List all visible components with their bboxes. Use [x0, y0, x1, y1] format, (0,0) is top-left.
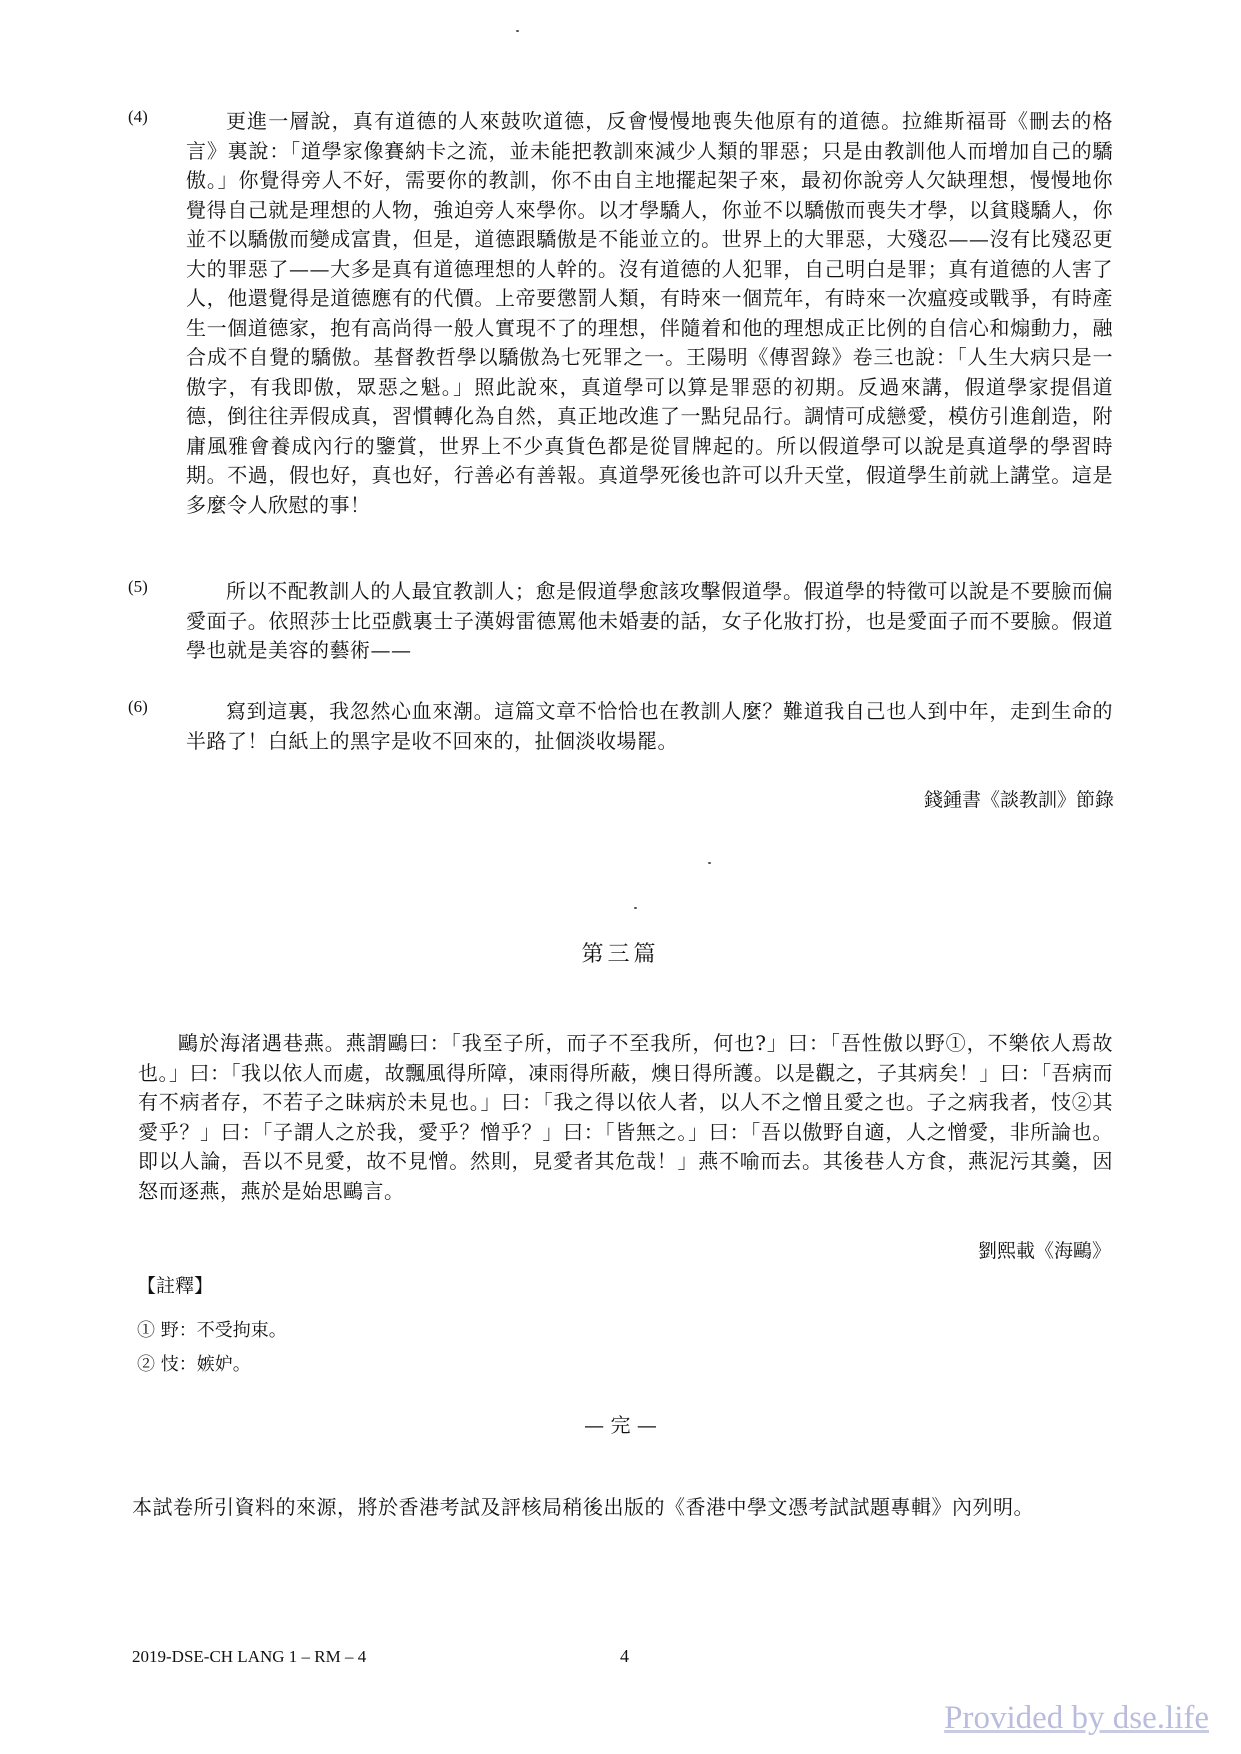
end-mark: — 完 —	[584, 1413, 657, 1437]
scan-speck	[634, 907, 637, 909]
note-item: ② 忮：嫉妒。	[137, 1354, 251, 1375]
paragraph-number: (4)	[128, 107, 148, 126]
paragraph-text: 更進一層說，真有道德的人來鼓吹道德，反會慢慢地喪失他原有的道德。拉維斯福哥《刪去的格言》裏說：「道學家像賽納卡之流，並未能把教訓來減少人類的罪惡；只是由教訓他人而增加自己的驕傲。」你覺得旁人不好，需要你的教訓，你不由自主地擺起架子來，最初你說旁人欠缺理想，慢慢地你覺得自己就是理想的人物，強迫旁人來學你。以才學驕人，你並不以驕傲而喪失才學，以貧賤驕人，你並不以驕傲而變成富貴，但是，道德跟驕傲是不能並立的。世界上的大罪惡，大殘忍——沒有比殘忍更大的罪惡了——大多是真有道德理想的人幹的。沒有道德的人犯罪，自己明白是罪；真有道德的人害了人，他還覺得是道德應有的代價。上帝要懲罰人類，有時來一個荒年，有時來一次瘟疫或戰爭，有時產生一個道德家，抱有高尚得一般人實現不了的理想，伴隨着和他的理想成正比例的自信心和煽動力，融合成不自覺的驕傲。基督教哲學以驕傲為七死罪之一。王陽明《傳習錄》卷三也說：「人生大病只是一傲字，有我即傲，眾惡之魁。」照此說來，真道學可以算是罪惡的初期。反過來講，假道學家提倡道德，倒往往弄假成真，習慣轉化為自然，真正地改進了一點兒品行。調情可成戀愛，模仿引進創造，附庸風雅會養成內行的鑒賞，世界上不少真貨色都是從冒牌起的。所以假道學可以說是真道學的學習時期。不過，假也好，真也好，行善必有善報。真道學死後也許可以升天堂，假道學生前就上講堂。這是多麼令人欣慰的事！	[186, 109, 1113, 517]
paragraph-number: (6)	[128, 697, 148, 716]
scan-speck	[516, 30, 519, 32]
note-item: ① 野：不受拘束。	[137, 1320, 287, 1341]
classical-text: 鷗於海渚遇巷燕。燕謂鷗曰：「我至子所，而子不至我所，何也?」曰：「吾性傲以野①，不樂依人焉故也。」曰：「我以依人而處，故飄風得所障，凍雨得所蔽，燠日得所護。以是觀之，子其病矣！」曰：「吾病而有不病者存，不若子之昧病於未見也。」曰：「我之得以依人者，以人不之憎且愛之也。子之病我者，忮②其愛乎？」曰：「子謂人之於我，愛乎？憎乎？」曰：「皆無之。」曰：「吾以傲野自適，人之憎愛，非所論也。即以人論，吾以不見愛，故不見憎。然則，見愛者其危哉！」燕不喻而去。其後巷人方食，燕泥污其羹，因怒而逐燕，燕於是始思鷗言。	[138, 1031, 1113, 1203]
passage-two-source: 錢鍾書《談教訓》節錄	[923, 789, 1114, 811]
notes-heading: 【註釋】	[137, 1275, 214, 1297]
paragraph-number: (5)	[128, 577, 148, 596]
paragraph-5	[128, 577, 1113, 666]
page-number: 4	[620, 1646, 629, 1666]
paper-code: 2019-DSE-CH LANG 1 – RM – 4	[132, 1647, 367, 1666]
paragraph-6	[128, 697, 1113, 756]
classical-passage	[138, 1029, 1113, 1206]
paragraph-text: 寫到這裏，我忽然心血來潮。這篇文章不恰恰也在教訓人麼？難道我自己也人到中年，走到生命的半路了！白紙上的黑字是收不回來的，扯個淡收場罷。	[186, 699, 1113, 753]
paragraph-4	[128, 107, 1113, 520]
section-title: 第三篇	[581, 942, 660, 967]
watermark-link[interactable]: Provided by dse.life	[944, 1700, 1209, 1736]
scan-speck	[708, 862, 711, 864]
passage-three-source: 劉熙載《海鷗》	[977, 1240, 1111, 1262]
paragraph-text: 所以不配教訓人的人最宜教訓人；愈是假道學愈該攻擊假道學。假道學的特徵可以說是不要臉而偏愛面子。依照莎士比亞戲裏士子漢姆雷德罵他未婚妻的話，女子化妝打扮，也是愛面子而不要臉。假道學也就是美容的藝術——	[186, 579, 1113, 662]
source-disclaimer: 本試卷所引資料的來源，將於香港考試及評核局稍後出版的《香港中學文憑考試試題專輯》內列明。	[132, 1495, 1034, 1519]
